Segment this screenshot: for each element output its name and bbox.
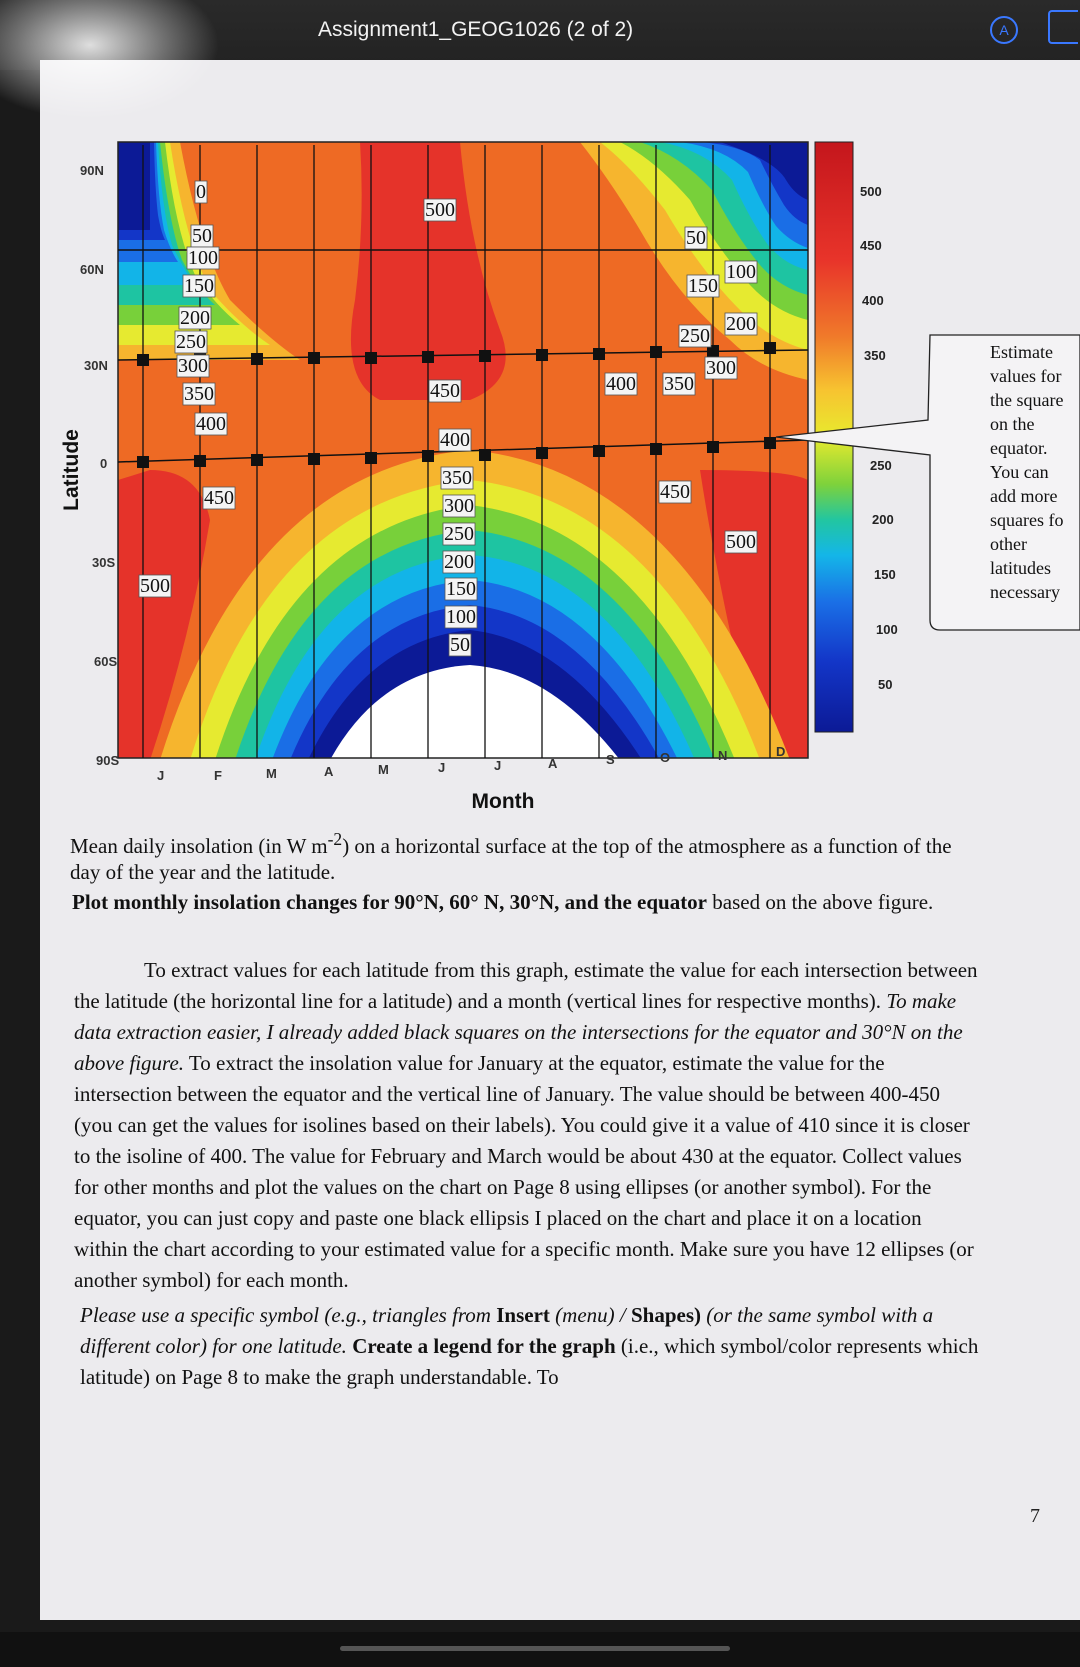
contour-label: 450 [430, 380, 460, 402]
contour-label: 300 [444, 495, 474, 517]
lat-tick: 0 [100, 456, 108, 471]
month-tick: O [660, 750, 671, 765]
contour-label: 500 [425, 199, 455, 221]
contour-label: 350 [442, 467, 472, 489]
month-tick: F [214, 768, 222, 783]
colorbar-tick: 200 [872, 512, 894, 527]
colorbar-tick: 450 [860, 238, 882, 253]
colorbar-tick: 150 [874, 567, 896, 582]
month-tick: J [494, 758, 502, 773]
contour-label: 500 [726, 531, 756, 553]
contour-label: 200 [180, 307, 210, 329]
latitude-tick-labels [80, 163, 119, 768]
colorbar-tick: 50 [878, 677, 893, 692]
insolation-figure [0, 0, 1080, 830]
home-indicator-bar [0, 1632, 1080, 1667]
month-tick: J [438, 760, 446, 775]
page-number: 7 [1030, 1505, 1040, 1527]
colorbar-tick: 400 [862, 293, 884, 308]
month-tick: J [157, 768, 165, 783]
document-title: Assignment1_GEOG1026 (2 of 2) [318, 18, 634, 41]
contour-label: 300 [706, 357, 736, 379]
lat-tick: 90N [80, 163, 104, 178]
contour-label: 200 [444, 551, 474, 573]
contour-label: 450 [204, 487, 234, 509]
instruction-paragraph: To extract values for each latitude from this graph, estimate the value for each intersection between the latitude (the horizontal line for a latitude) and a month (vertical lines for respective months). To make data extraction easier, I already added black squares on the intersections for the equator and 30°N on the above figure. To extract the insolation value for January at the equator, estimate the value for the intersection between the equator and the vertical line of January. The value should be between 400-450 (you can get the values for isolines based on their labels). You could give it a value of 410 since it is closer to the isoline of 400. The value for February and March would be about 430 at the equator. Collect values for other months and plot the values on the chart on Page 8 using ellipses (or another symbol). For the equator, you can just copy and paste one black ellipsis I placed on the chart and place it on a location within the chart according to your estimated value for a specific month. Make sure you have 12 ellipses (or another symbol) for each month. [74, 958, 978, 1292]
contour-label: 350 [664, 373, 694, 395]
month-tick: N [718, 748, 728, 763]
home-indicator[interactable] [340, 1646, 730, 1651]
contour-label: 150 [688, 275, 718, 297]
contour-label: 400 [440, 429, 470, 451]
contour-label: 150 [184, 275, 214, 297]
contour-label: 400 [196, 413, 226, 435]
month-tick: A [548, 756, 558, 771]
figure-caption: Mean daily insolation (in W $m^{-2}$) on a horizontal surface at the top of the atmosphere as a function of the day of the year and the latitude. [70, 829, 952, 884]
month-tick: D [776, 744, 786, 759]
colorbar-tick: 250 [870, 458, 892, 473]
contour-label: 50 [192, 225, 212, 247]
x-axis-label: Month [471, 790, 535, 813]
contour-label: 250 [680, 325, 710, 347]
contour-label: 250 [176, 331, 206, 353]
contour-label: 450 [660, 481, 690, 503]
contour-label: 300 [178, 355, 208, 377]
contour-label: 350 [184, 383, 214, 405]
callout-text: Estimate values for the square on the equator. You can add more squares fo other latitudes necessary [990, 342, 1064, 602]
contour-label: 150 [446, 578, 476, 600]
contour-label: 50 [686, 227, 706, 249]
contour-label: 500 [140, 575, 170, 597]
month-tick: M [378, 762, 389, 777]
contour-label: 0 [196, 181, 206, 203]
contour-label: 400 [606, 373, 636, 395]
contour-label: 100 [188, 247, 218, 269]
contour-label: 100 [446, 606, 476, 628]
lat-tick: 30N [84, 358, 108, 373]
colorbar-tick: 500 [860, 184, 882, 199]
colorbar-tick: 350 [864, 348, 886, 363]
contour-label: 200 [726, 313, 756, 335]
lat-tick: 30S [92, 555, 116, 570]
month-tick: M [266, 766, 277, 781]
contour-label: 50 [450, 634, 470, 656]
symbol-instruction-paragraph: Please use a specific symbol (e.g., triangles from Insert (menu) / Shapes) (or the same symbol with a different color) for one latitude. Create a legend for the graph (i.e., which symbol/color represents which latitude) on Page 8 to make the graph understandable. To [80, 1303, 979, 1389]
month-tick: A [324, 764, 334, 779]
task-statement: Plot monthly insolation changes for 90°N, 60° N, 30°N, and the equator based on the above figure. [72, 890, 934, 914]
lat-tick: 60N [80, 262, 104, 277]
lat-tick: 90S [96, 753, 120, 768]
markup-pen-icon[interactable]: A [990, 16, 1018, 44]
y-axis-label: Latitude [60, 429, 83, 511]
lat-tick: 60S [94, 654, 118, 669]
contour-label: 250 [444, 523, 474, 545]
contour-label: 100 [726, 261, 756, 283]
colorbar-tick: 100 [876, 622, 898, 637]
month-tick: S [606, 752, 615, 767]
